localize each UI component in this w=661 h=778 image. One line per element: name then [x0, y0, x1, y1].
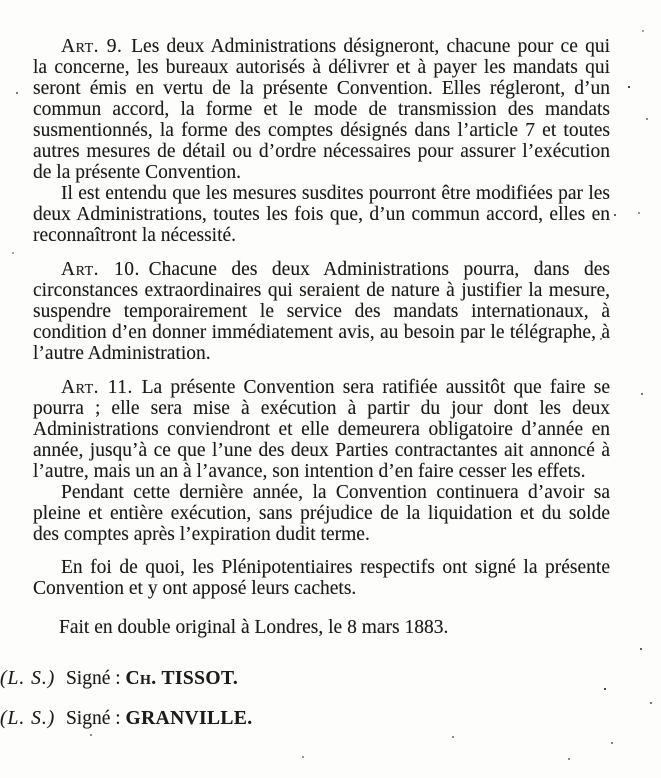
dateline [33, 617, 610, 638]
article-10-label: Art. 10. [61, 259, 140, 280]
paragraph-article-9-continuation [33, 183, 610, 246]
paragraph-article-10 [33, 259, 610, 364]
article-9-label: Art. 9. [61, 36, 123, 57]
article-9-text: Les deux Administrations désigneront, chacune pour ce qui la concerne, les bureaux autorisés à délivrer et à payer les mandats qui seront émis en vertu de la présente Convention. Elles régleront, d’un commun accord, la forme et le mode de transmission des mandats susmentionnés, la forme des comptes désignés dans l’article 7 et toutes autres mesures de détail ou d’ordre nécessaires pour assurer l’exécution de la présente Convention. [33, 36, 610, 183]
document-body [33, 36, 610, 638]
signature-granville [0, 708, 253, 729]
article-10-text: Chacune des deux Administrations pourra, dans des circonstances extraordinaires qui seraient de nature à justifier la mesure, suspendre temporairement le service des mandats internationaux, à condition d’en donner immédiatement avis, au besoin par le télégraphe, à l’autre Administration. [33, 259, 610, 364]
paragraph-article-11 [33, 377, 610, 482]
seal-mark: (L. S.) [0, 708, 56, 729]
article-11-text: La présente Convention sera ratifiée aussitôt que faire se pourra ; elle sera mise à exécution à partir du jour dont les deux Administrations conviendront et elle demeurera obligatoire d’année en année, jusqu’à ce que l’une des deux Parties contractantes ait annoncé à l’autre, mais un an à l’avance, son intention d’en faire cesser les effets. [33, 377, 610, 482]
dateline-text: Fait en double original à Londres, le 8 mars 1883. [59, 617, 449, 638]
scan-noise-specks [0, 0, 2, 2]
signed-label: Signé : [65, 668, 121, 689]
article-11-continuation-text: Pendant cette dernière année, la Convention continuera d’avoir sa pleine et entière exécution, sans préjudice de la liquidation et du solde des comptes après l’expiration dudit terme. [33, 482, 610, 545]
paragraph-attestation [33, 557, 610, 599]
seal-mark: (L. S.) [0, 668, 56, 689]
signed-label: Signé : [65, 708, 121, 729]
signatory-name: GRANVILLE. [125, 708, 253, 729]
article-9-continuation-text: Il est entendu que les mesures susdites pourront être modifiées par les deux Administrations, toutes les fois que, d’un commun accord, elles en reconnaîtront la nécessité. [33, 183, 610, 246]
attestation-text: En foi de quoi, les Plénipotentiaires respectifs ont signé la présente Convention et y ont apposé leurs cachets. [33, 557, 610, 599]
article-11-label: Art. 11. [61, 377, 133, 398]
paragraph-article-9 [33, 36, 610, 183]
signature-tissot [0, 668, 238, 689]
signatory-name: Ch. TISSOT. [125, 668, 239, 689]
paragraph-article-11-continuation [33, 482, 610, 545]
